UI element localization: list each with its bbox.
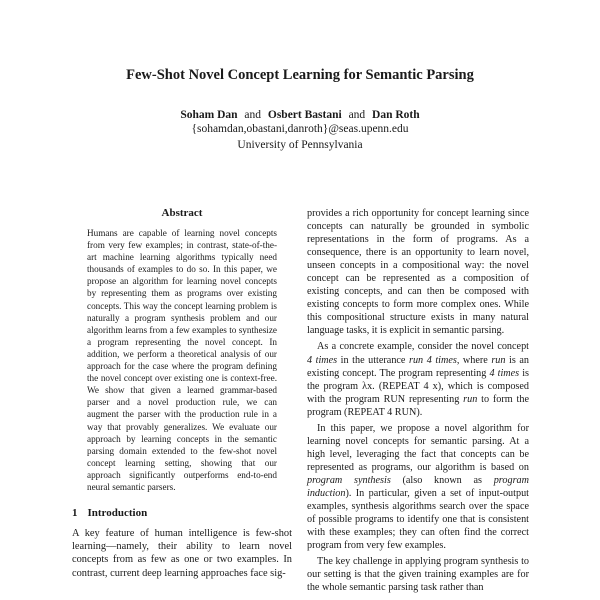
text-run: , where	[456, 354, 492, 366]
emphasis: program induction	[307, 474, 529, 499]
paragraph: provides a rich opportunity for concept learning since concepts can naturally be grounded in symbolic representations in the form of programs. As a consequence, there is an opportunity to learn novel, unseen concepts in a compositional way: the novel concept can be represented as a composition of existing concepts, and can then be composed with existing concepts to form more complex ones. While this compositional structure exists in many natural language tasks, it is explicit in semantic parsing.	[307, 208, 529, 337]
text-run: ). In particular, given a set of input-output examples, synthesis algorithms search over the space of possible programs to identify one that is consistent with these examples; they can often find the correct program from very few examples.	[307, 487, 529, 552]
emphasis: 4 times	[307, 354, 338, 366]
author-separator: and	[244, 109, 262, 121]
emphasis: program synthesis	[307, 474, 391, 486]
introduction-text: A key feature of human intelligence is few-shot learning—namely, their ability to learn novel concepts from as few as one or two examples. In contrast, current deep learning approaches face sig-	[72, 528, 292, 579]
text-run: to form the program (REPEAT 4 RUN).	[307, 393, 529, 418]
right-column	[307, 207, 529, 596]
paper-title: Few-Shot Novel Concept Learning for Semantic Parsing	[126, 67, 474, 83]
author-name: Dan Roth	[372, 109, 420, 121]
emphasis: 4 times	[489, 367, 520, 379]
text-run: is the program λx. (REPEAT 4 x), which is composed with the program RUN representing	[307, 367, 530, 405]
author-list	[0, 109, 600, 121]
emphasis: run	[463, 393, 478, 405]
abstract-heading: Abstract	[161, 207, 203, 219]
left-column	[72, 207, 292, 580]
text-run: in the utterance	[337, 354, 409, 366]
section-title: Introduction	[87, 507, 148, 520]
section-number: 1	[72, 507, 78, 520]
author-name: Osbert Bastani	[267, 109, 342, 121]
emphasis: run 4 times	[409, 354, 457, 366]
text-run: (also known as	[390, 474, 494, 486]
author-separator: and	[348, 109, 366, 121]
paragraph	[307, 340, 529, 418]
author-affiliation: University of Pennsylvania	[237, 139, 363, 151]
text-run: As a concrete example, consider the novel concept	[317, 341, 529, 353]
author-name: Soham Dan	[180, 109, 238, 121]
section-heading-introduction	[72, 507, 292, 519]
text-run: In this paper, we propose a novel algorithm for learning novel concepts for semantic parsing. At a high level, leveraging the fact that concepts can be represented as programs, our algorithm is based on	[307, 422, 529, 473]
paragraph: The key challenge in applying program synthesis to our setting is that the given training examples are for the whole semantic parsing task rather than	[307, 556, 529, 594]
text-run: is an existing concept. The program representing	[307, 354, 529, 379]
paragraph	[307, 422, 529, 552]
author-emails: {sohamdan,obastani,danroth}@seas.upenn.edu	[191, 123, 409, 135]
emphasis: run	[491, 354, 506, 366]
abstract-text: Humans are capable of learning novel concepts from very few examples; in contrast, state-of-the-art machine learning algorithms typically need thousands of examples to do so. In this paper, we propose an algorithm for learning novel concepts by representing them as programs over existing concepts. This way the concept learning problem is naturally a program synthesis problem and our algorithm learns from a few examples to synthesize a program representing the novel concept. In addition, we perform a theoretical analysis of our approach for the case where the program defining the novel concept over existing one is context-free. We show that given a learned grammar-based parser and a novel production rule, we can augment the parser with the production rule in a way that provably generalizes. We evaluate our approach by learning concepts in the semantic parsing domain extended to the few-shot novel concept learning setting, showing that our approach significantly outperforms end-to-end neural semantic parsers.	[87, 228, 277, 492]
